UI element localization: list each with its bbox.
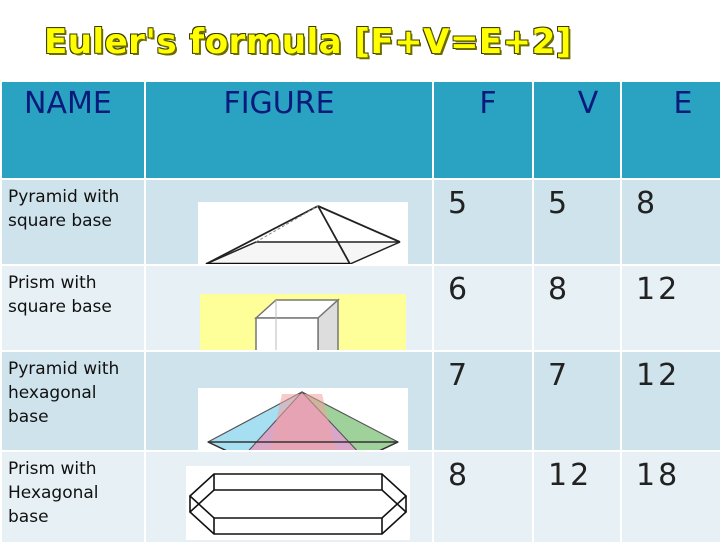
vertices-value: 7 — [533, 351, 621, 451]
figure-cell — [145, 179, 433, 265]
figure-cell — [145, 265, 433, 351]
header-edges: E — [621, 81, 720, 179]
vertices-value: 5 — [533, 179, 621, 265]
header-vertices: V — [533, 81, 621, 179]
figure-cell — [145, 351, 433, 451]
header-row — [1, 81, 720, 179]
row-name: Pyramid with square base — [1, 179, 145, 265]
table-row — [1, 179, 720, 265]
edges-value: 18 — [621, 451, 720, 543]
square-pyramid-icon — [198, 202, 408, 265]
cube-icon — [200, 294, 406, 351]
header-faces: F — [433, 81, 533, 179]
euler-table — [0, 80, 720, 544]
header-figure: FIGURE — [145, 81, 433, 179]
table-row — [1, 351, 720, 451]
vertices-value: 8 — [533, 265, 621, 351]
edges-value: 12 — [621, 265, 720, 351]
table-row — [1, 265, 720, 351]
table-row — [1, 451, 720, 543]
row-name: Pyramid with hexagonal base — [1, 351, 145, 451]
page-title: Euler's formula [F+V=E+2] — [44, 22, 572, 62]
hexagonal-pyramid-icon — [198, 388, 408, 451]
edges-value: 12 — [621, 351, 720, 451]
figure-cell — [145, 451, 433, 543]
faces-value: 8 — [433, 451, 533, 543]
faces-value: 7 — [433, 351, 533, 451]
vertices-value: 12 — [533, 451, 621, 543]
row-name: Prism with square base — [1, 265, 145, 351]
hexagonal-prism-icon — [186, 466, 410, 540]
faces-value: 5 — [433, 179, 533, 265]
header-name: NAME — [1, 81, 145, 179]
row-name: Prism with Hexagonal base — [1, 451, 145, 543]
faces-value: 6 — [433, 265, 533, 351]
edges-value: 8 — [621, 179, 720, 265]
